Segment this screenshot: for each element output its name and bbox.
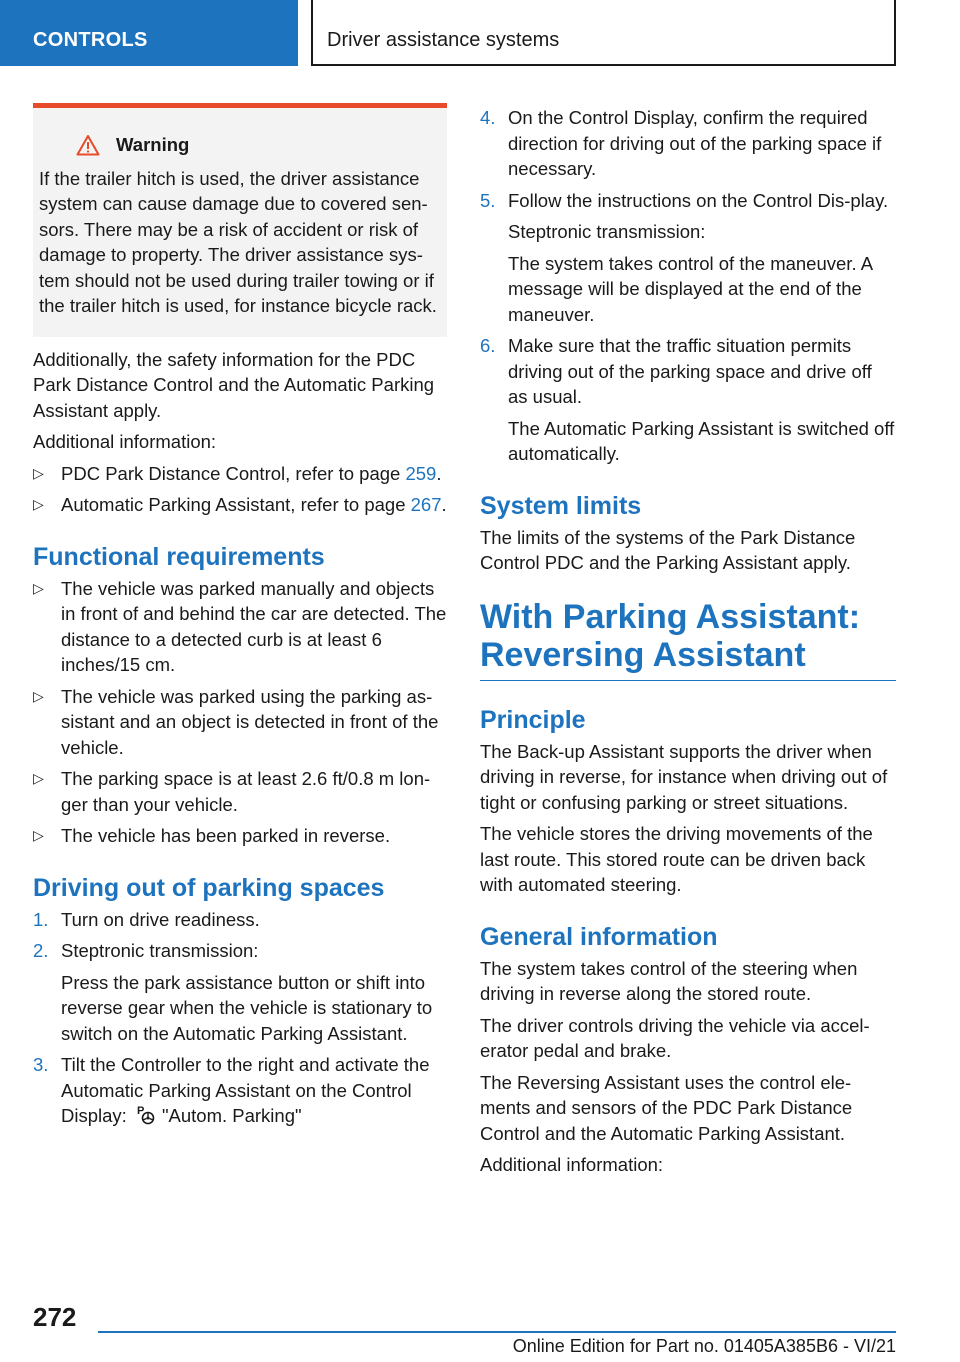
requirement-text: The parking space is at least 2.6 ft/0.8 m lon-ger than your vehicle. xyxy=(61,768,431,815)
step-item xyxy=(480,333,896,467)
general-information-heading: General information xyxy=(480,922,718,951)
triangle-bullet-icon: ▷ xyxy=(33,464,44,481)
list-item xyxy=(33,823,447,849)
general-paragraph: The Reversing Assistant uses the control ele-ments and sensors of the PDC Park Distance Control and the Automatic Parking Assistant. xyxy=(480,1071,853,1144)
driving-out-heading: Driving out of parking spaces xyxy=(33,873,385,902)
functional-requirements-list xyxy=(33,576,447,849)
step-text: Make sure that the traffic situation permits driving out of the parking space and drive off as usual. xyxy=(508,335,872,407)
header-chapter-label: Driver assistance systems xyxy=(327,29,560,51)
step-item xyxy=(33,907,447,933)
step-number: 2. xyxy=(33,940,49,961)
step-subtext: Steptronic transmission: xyxy=(508,221,706,242)
footer-divider xyxy=(98,1331,896,1333)
step-number: 1. xyxy=(33,908,49,930)
triangle-bullet-icon: ▷ xyxy=(33,827,44,843)
step-subtext: The Automatic Parking Assistant is switched off automatically. xyxy=(508,417,895,464)
warning-triangle-icon xyxy=(76,134,100,156)
step-menu-item: "Autom. Parking" xyxy=(161,1105,302,1126)
info-list xyxy=(33,461,447,518)
warning-title xyxy=(72,132,437,158)
page-link-267[interactable]: 267 xyxy=(410,494,442,515)
principle-heading: Principle xyxy=(480,705,586,734)
right-column xyxy=(480,103,896,1184)
step-subtext: Press the park assistance button or shift into reverse gear when the vehicle is stationary to switch on the Automatic Parking Assistant. xyxy=(61,971,433,1044)
header-section-label: CONTROLS xyxy=(33,29,148,51)
step-text: Tilt the Controller to the right and activate the Automatic Parking Assistant on the Control Display: xyxy=(61,1054,430,1126)
step-item xyxy=(33,1052,447,1129)
requirement-text: The vehicle was parked using the parking as-sistant and an object is detected in front of the vehicle. xyxy=(61,685,439,758)
principle-paragraph: The Back-up Assistant supports the driver when driving in reverse, for instance when driving out of tight or confusing parking or street situations. xyxy=(480,740,888,813)
driving-out-steps xyxy=(33,907,447,1129)
info-item-text: Automatic Parking Assistant, refer to page xyxy=(61,494,411,515)
header-chapter-box xyxy=(311,0,896,66)
warning-box xyxy=(33,103,447,337)
general-paragraph: The driver controls driving the vehicle via accel-erator pedal and brake. xyxy=(480,1014,870,1061)
requirement-text: The vehicle was parked manually and objects in front of and behind the car are detected. The distance to a detected curb is at least 6 inches/15 cm. xyxy=(61,577,447,675)
system-limits-heading: System limits xyxy=(480,491,642,520)
parking-assistant-icon xyxy=(136,1103,156,1125)
list-item: ▷ PDC Park Distance Control, refer to page 259. xyxy=(33,461,447,487)
svg-text:P: P xyxy=(136,1105,145,1117)
step-number: 3. xyxy=(33,1054,49,1075)
step-text: Follow the instructions on the Control Dis-play. xyxy=(508,189,889,211)
page-link-259[interactable]: 259 xyxy=(405,462,437,484)
requirement-text: The vehicle has been parked in reverse. xyxy=(61,825,391,846)
list-item xyxy=(33,766,447,817)
warning-title-text: Warning xyxy=(116,134,190,155)
step-item xyxy=(480,105,896,182)
list-item: ▷ Automatic Parking Assistant, refer to page 267. xyxy=(33,492,447,518)
header-section-tab xyxy=(0,0,298,66)
triangle-bullet-icon: ▷ xyxy=(33,687,44,704)
functional-requirements-heading: Functional requirements xyxy=(33,542,325,571)
triangle-bullet-icon: ▷ xyxy=(33,579,44,596)
general-paragraph: Additional information: xyxy=(480,1154,664,1175)
step-item xyxy=(33,938,447,1046)
step-number: 5. xyxy=(480,189,496,211)
reversing-assistant-title: With Parking Assistant: Reversing Assistant xyxy=(480,598,896,681)
principle-paragraph: The vehicle stores the driving movements of the last route. This stored route can be driven back with automated steering. xyxy=(480,823,873,895)
list-item xyxy=(33,684,447,761)
safety-paragraph: Additionally, the safety information for the PDC Park Distance Control and the Automatic Parking Assistant apply. xyxy=(33,348,435,421)
list-item xyxy=(33,576,447,678)
additional-info-label: Additional information: xyxy=(33,431,217,452)
driving-out-steps-continued xyxy=(480,105,896,467)
left-column xyxy=(33,103,447,1135)
step-text: Turn on drive readiness. xyxy=(61,908,260,930)
step-number: 4. xyxy=(480,107,496,128)
system-limits-text: The limits of the systems of the Park Distance Control PDC and the Parking Assistant apply. xyxy=(480,526,856,573)
step-text: On the Control Display, confirm the required direction for driving out of the parking space if necessary. xyxy=(508,107,882,179)
step-subtext: The system takes control of the maneuver. A message will be displayed at the end of the maneuver. xyxy=(508,252,873,325)
edition-text: Online Edition for Part no. 01405A385B6 - VI/21 xyxy=(512,1336,896,1356)
triangle-bullet-icon: ▷ xyxy=(33,770,44,786)
triangle-bullet-icon: ▷ xyxy=(33,496,44,512)
warning-text: If the trailer hitch is used, the driver assistance system can cause damage due to covered sen-sors. There may be a risk of accident or risk of damage to property. The driver assistance sys-tem should not be used during trailer towing or if the trailer hitch is used, for instance bicycle rack. xyxy=(39,167,437,316)
info-item-text: PDC Park Distance Control, refer to page xyxy=(61,462,406,484)
page-number: 272 xyxy=(33,1302,77,1332)
general-paragraph: The system takes control of the steering when driving in reverse along the stored route. xyxy=(480,957,858,1004)
step-item xyxy=(480,188,896,328)
step-text: Steptronic transmission: xyxy=(61,940,259,961)
step-number: 6. xyxy=(480,335,496,356)
